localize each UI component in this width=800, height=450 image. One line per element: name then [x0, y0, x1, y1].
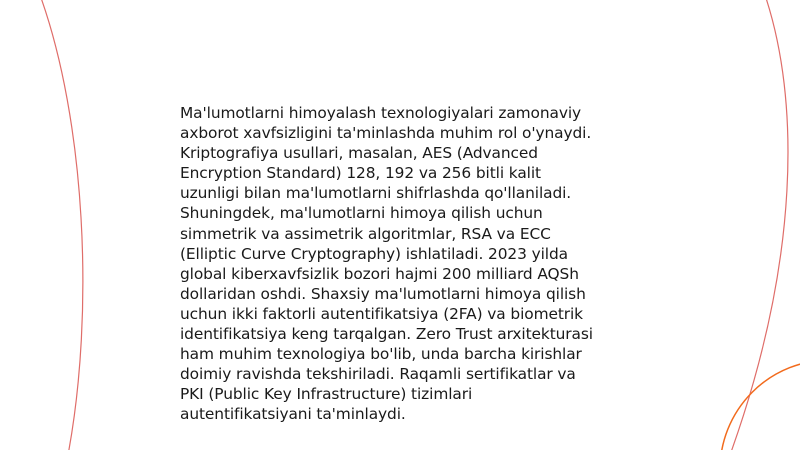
- text-line: (Elliptic Curve Cryptography) ishlatiladi. 2023 yilda: [180, 244, 568, 263]
- text-line: identifikatsiya keng tarqalgan. Zero Trust arxitekturasi: [180, 325, 593, 344]
- text-line: PKI (Public Key Infrastructure) tizimlari: [180, 385, 473, 404]
- text-line: axborot xavfsizligini ta'minlashda muhim rol o'ynaydi.: [180, 124, 592, 143]
- text-line: simmetrik va assimetrik algoritmlar, RSA va ECC: [180, 224, 551, 243]
- text-line: Shuningdek, ma'lumotlarni himoya qilish uchun: [180, 204, 543, 223]
- right-decor-curve: [730, 0, 788, 450]
- accent-arc: [720, 360, 800, 450]
- left-decor-curve: [40, 0, 83, 450]
- body-text: [180, 103, 650, 425]
- text-line: Encryption Standard) 128, 192 va 256 bitli kalit: [180, 164, 541, 183]
- text-line: doimiy ravishda tekshiriladi. Raqamli sertifikatlar va: [180, 365, 576, 384]
- text-line: Ma'lumotlarni himoyalash texnologiyalari zamonaviy: [180, 104, 582, 122]
- text-line: global kiberxavfsizlik bozori hajmi 200 milliard AQSh: [180, 264, 579, 283]
- text-line: dollaridan oshdi. Shaxsiy ma'lumotlarni himoya qilish: [180, 284, 586, 303]
- text-line: autentifikatsiyani ta'minlaydi.: [180, 405, 406, 424]
- text-line: Kriptografiya usullari, masalan, AES (Advanced: [180, 144, 538, 163]
- text-line: ham muhim texnologiya bo'lib, unda barcha kirishlar: [180, 345, 582, 364]
- text-line: uchun ikki faktorli autentifikatsiya (2FA) va biometrik: [180, 304, 583, 323]
- text-line: uzunligi bilan ma'lumotlarni shifrlashda qo'llaniladi.: [180, 184, 572, 203]
